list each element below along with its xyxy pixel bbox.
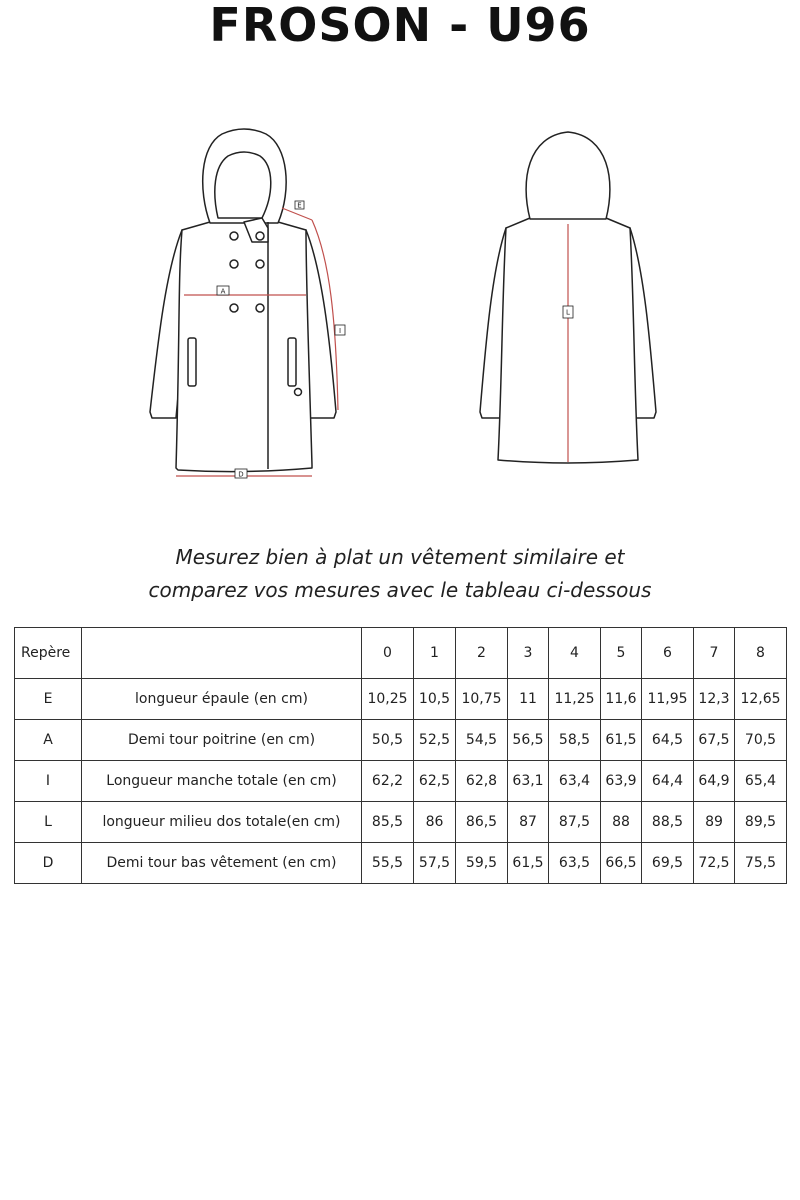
- row-label: Demi tour poitrine (en cm): [82, 720, 362, 761]
- measure-line-e: [282, 208, 312, 220]
- table-cell: 87: [508, 802, 549, 843]
- row-label: longueur épaule (en cm): [82, 679, 362, 720]
- instructions-caption: [0, 541, 800, 607]
- table-cell: 87,5: [549, 802, 601, 843]
- header-size-0: 0: [362, 628, 414, 679]
- table-cell: 10,75: [456, 679, 508, 720]
- table-header-row: [15, 628, 787, 679]
- row-code: E: [15, 679, 82, 720]
- table-cell: 10,25: [362, 679, 414, 720]
- header-size-2: 2: [456, 628, 508, 679]
- table-cell: 64,5: [642, 720, 694, 761]
- row-label: longueur milieu dos totale(en cm): [82, 802, 362, 843]
- header-size-7: 7: [694, 628, 735, 679]
- table-cell: 70,5: [735, 720, 787, 761]
- table-cell: 66,5: [601, 843, 642, 884]
- row-code: A: [15, 720, 82, 761]
- table-cell: 63,9: [601, 761, 642, 802]
- table-cell: 11: [508, 679, 549, 720]
- table-cell: 10,5: [414, 679, 456, 720]
- table-cell: 61,5: [601, 720, 642, 761]
- table-cell: 52,5: [414, 720, 456, 761]
- table-cell: 62,5: [414, 761, 456, 802]
- table-row: [15, 802, 787, 843]
- coat-front-illustration: [150, 129, 336, 472]
- table-cell: 11,6: [601, 679, 642, 720]
- table-cell: 63,5: [549, 843, 601, 884]
- caption-line-1: Mesurez bien à plat un vêtement similaire et: [175, 545, 625, 569]
- table-cell: 69,5: [642, 843, 694, 884]
- table-cell: 56,5: [508, 720, 549, 761]
- header-size-8: 8: [735, 628, 787, 679]
- table-cell: 64,9: [694, 761, 735, 802]
- table-cell: 55,5: [362, 843, 414, 884]
- table-cell: 89: [694, 802, 735, 843]
- header-label: [82, 628, 362, 679]
- table-cell: 86: [414, 802, 456, 843]
- mark-l-text: L: [566, 308, 570, 317]
- mark-a-text: A: [220, 287, 226, 296]
- row-label: Demi tour bas vêtement (en cm): [82, 843, 362, 884]
- table-cell: 62,8: [456, 761, 508, 802]
- table-row: [15, 843, 787, 884]
- garment-diagram: [0, 100, 800, 500]
- mark-e-text: E: [297, 201, 302, 210]
- table-cell: 65,4: [735, 761, 787, 802]
- header-repere: Repère: [15, 628, 82, 679]
- table-cell: 58,5: [549, 720, 601, 761]
- table-cell: 86,5: [456, 802, 508, 843]
- caption-line-2: comparez vos mesures avec le tableau ci-dessous: [148, 578, 652, 602]
- row-code: I: [15, 761, 82, 802]
- table-cell: 11,25: [549, 679, 601, 720]
- table-cell: 63,1: [508, 761, 549, 802]
- table-cell: 11,95: [642, 679, 694, 720]
- table-cell: 72,5: [694, 843, 735, 884]
- header-size-5: 5: [601, 628, 642, 679]
- row-code: D: [15, 843, 82, 884]
- table-cell: 61,5: [508, 843, 549, 884]
- header-size-1: 1: [414, 628, 456, 679]
- header-size-4: 4: [549, 628, 601, 679]
- table-cell: 67,5: [694, 720, 735, 761]
- table-row: [15, 761, 787, 802]
- row-label: Longueur manche totale (en cm): [82, 761, 362, 802]
- table-cell: 63,4: [549, 761, 601, 802]
- table-cell: 88,5: [642, 802, 694, 843]
- table-row: [15, 720, 787, 761]
- row-code: L: [15, 802, 82, 843]
- table-cell: 50,5: [362, 720, 414, 761]
- page-title: FROSON - U96: [209, 0, 591, 52]
- table-cell: 89,5: [735, 802, 787, 843]
- table-cell: 85,5: [362, 802, 414, 843]
- header-size-6: 6: [642, 628, 694, 679]
- table-cell: 12,3: [694, 679, 735, 720]
- table-cell: 54,5: [456, 720, 508, 761]
- table-cell: 59,5: [456, 843, 508, 884]
- mark-i-text: I: [338, 327, 342, 335]
- table-cell: 62,2: [362, 761, 414, 802]
- size-chart-table: [14, 627, 787, 884]
- table-cell: 75,5: [735, 843, 787, 884]
- table-cell: 88: [601, 802, 642, 843]
- table-row: [15, 679, 787, 720]
- header-size-3: 3: [508, 628, 549, 679]
- table-cell: 12,65: [735, 679, 787, 720]
- table-cell: 64,4: [642, 761, 694, 802]
- table-cell: 57,5: [414, 843, 456, 884]
- mark-d-text: D: [238, 470, 244, 479]
